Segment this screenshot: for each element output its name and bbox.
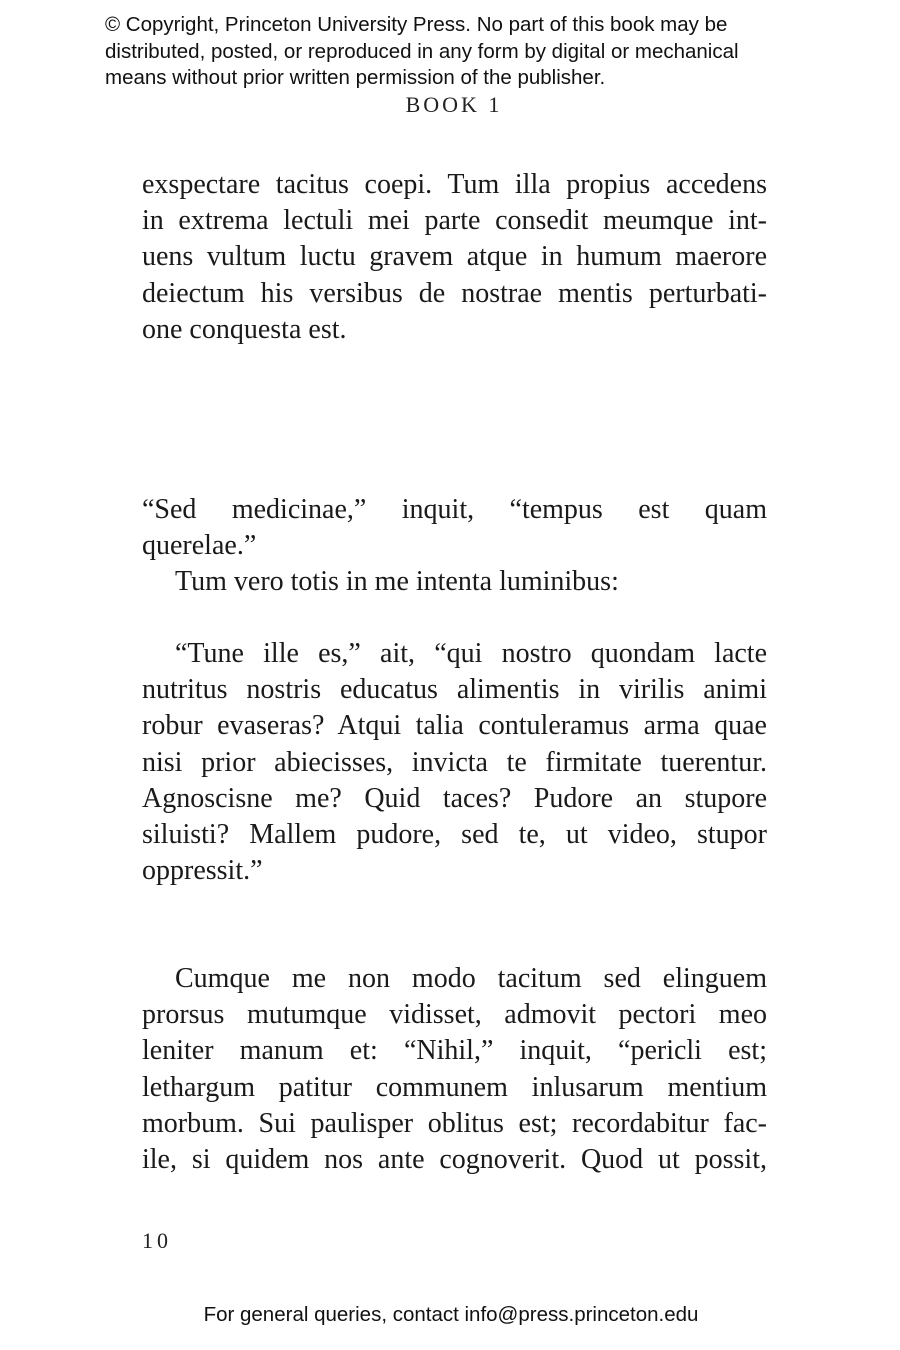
text-line: robur evaseras? Atqui talia contuleramus arma quae [142,710,767,742]
text-line: querelae.” [142,530,257,562]
text-line: leniter manum et: “Nihil,” inquit, “pericli est; [142,1035,767,1067]
text-line: Agnoscisne me? Quid taces? Pudore an stupore [142,782,767,814]
copyright-line: means without prior written permission of the publisher. [105,66,606,89]
running-head: BOOK 1 [405,92,503,117]
text-line: one conquesta est. [142,313,347,345]
paragraph [142,636,767,889]
text-line: deiectum his versibus de nostrae mentis perturbati- [142,277,767,309]
paragraph [142,167,767,348]
text-line: lethargum patitur communem inlusarum mentium [142,1071,767,1103]
text-line: prorsus mutumque vidisset, admovit pectori meo [142,999,767,1031]
copyright-notice [105,12,825,92]
text-line: “Tune ille es,” ait, “qui nostro quondam lacte [175,638,767,669]
text-line: uens vultum luctu gravem atque in humum maerore [142,241,767,273]
text-line: ile, si quidem nos ante cognoverit. Quod ut possit, [142,1144,767,1176]
text-line: oppressit.” [142,855,263,887]
text-line: “Sed medicinae,” inquit, “tempus est quam [142,494,767,525]
text-line: Cumque me non modo tacitum sed elinguem [175,963,767,994]
text-line: Tum vero totis in me intenta luminibus: [175,566,619,597]
copyright-line: distributed, posted, or reproduced in any form by digital or mechanical [105,39,739,63]
copyright-line: © Copyright, Princeton University Press. No part of this book may be [105,13,728,36]
text-line: morbum. Sui paulisper oblitus est; recordabitur fac- [142,1107,767,1139]
text-line: nisi prior abiecisses, invicta te firmitate tuerentur. [142,746,767,778]
paragraph [142,492,767,564]
text-line: siluisti? Mallem pudore, sed te, ut video, stupor [142,819,767,851]
text-line: exspectare tacitus coepi. Tum illa propius accedens [142,169,767,200]
footer-contact: For general queries, contact info@press.princeton.edu [203,1303,699,1326]
paragraph [142,564,767,600]
paragraph [142,961,767,1178]
page-number: 10 [142,1228,172,1253]
text-line: in extrema lectuli mei parte consedit meumque int- [142,205,767,237]
text-line: nutritus nostris educatus alimentis in virilis animi [142,674,767,706]
